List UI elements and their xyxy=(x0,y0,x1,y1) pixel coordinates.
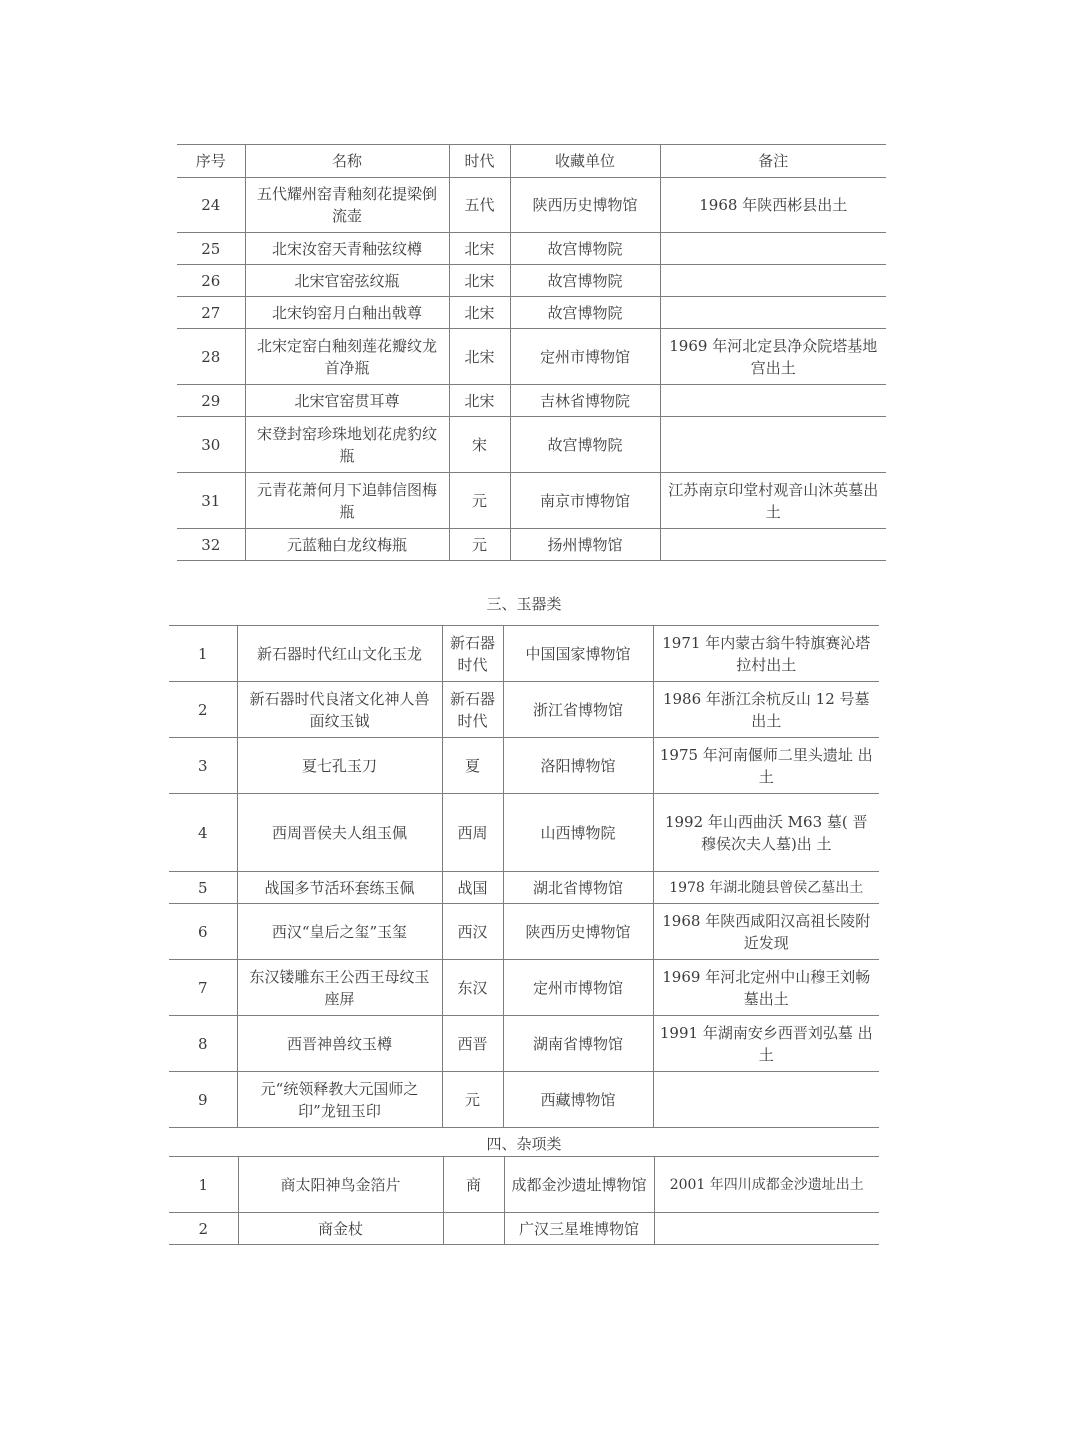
row-note xyxy=(660,297,886,329)
row-name: 东汉镂雕东王公西王母纹玉座屏 xyxy=(237,960,442,1016)
table-row xyxy=(177,178,886,233)
row-era: 北宋 xyxy=(449,385,510,417)
row-era: 新石器时代 xyxy=(442,682,503,738)
table-row xyxy=(177,385,886,417)
header-index: 序号 xyxy=(177,145,245,178)
row-index: 29 xyxy=(177,385,245,417)
table-row xyxy=(177,329,886,385)
row-era: 北宋 xyxy=(449,297,510,329)
row-era: 北宋 xyxy=(449,233,510,265)
row-name: 西汉“皇后之玺”玉玺 xyxy=(237,904,442,960)
section-title-jade: 三、玉器类 xyxy=(486,595,562,613)
row-note xyxy=(660,529,886,561)
row-era xyxy=(443,1213,504,1245)
row-note: 1978 年湖北随县曾侯乙墓出土 xyxy=(653,872,879,904)
row-index: 9 xyxy=(169,1072,237,1128)
row-note: 1986 年浙江余杭反山 12 号墓 出土 xyxy=(653,682,879,738)
row-note xyxy=(660,385,886,417)
row-museum: 山西博物院 xyxy=(503,794,653,872)
row-index: 5 xyxy=(169,872,237,904)
row-museum: 成都金沙遗址博物馆 xyxy=(504,1157,654,1213)
table-row xyxy=(169,794,879,872)
row-note: 1975 年河南偃师二里头遗址 出土 xyxy=(653,738,879,794)
row-era: 元 xyxy=(449,529,510,561)
row-museum: 广汉三星堆博物馆 xyxy=(504,1213,654,1245)
row-museum: 湖南省博物馆 xyxy=(503,1016,653,1072)
row-index: 27 xyxy=(177,297,245,329)
table-row xyxy=(169,682,879,738)
row-name: 夏七孔玉刀 xyxy=(237,738,442,794)
row-name: 西周晋侯夫人组玉佩 xyxy=(237,794,442,872)
row-era: 五代 xyxy=(449,178,510,233)
row-index: 4 xyxy=(169,794,237,872)
table-row xyxy=(169,1072,879,1128)
table-row xyxy=(169,1213,879,1245)
row-era: 西汉 xyxy=(442,904,503,960)
row-era: 西晋 xyxy=(442,1016,503,1072)
row-museum: 湖北省博物馆 xyxy=(503,872,653,904)
table-row xyxy=(169,872,879,904)
row-museum: 浙江省博物馆 xyxy=(503,682,653,738)
row-era: 北宋 xyxy=(449,329,510,385)
row-name: 新石器时代红山文化玉龙 xyxy=(237,626,442,682)
ceramics-table xyxy=(177,144,886,561)
row-name: 宋登封窑珍珠地划花虎豹纹瓶 xyxy=(245,417,449,473)
row-index: 31 xyxy=(177,473,245,529)
row-era: 北宋 xyxy=(449,265,510,297)
row-museum: 故宫博物院 xyxy=(510,297,660,329)
row-note: 1968 年陕西彬县出土 xyxy=(660,178,886,233)
row-museum: 陕西历史博物馆 xyxy=(503,904,653,960)
row-note xyxy=(654,1213,879,1245)
row-note xyxy=(653,1072,879,1128)
row-index: 32 xyxy=(177,529,245,561)
row-name: 北宋钧窑月白釉出戟尊 xyxy=(245,297,449,329)
row-name: 新石器时代良渚文化神人兽面纹玉钺 xyxy=(237,682,442,738)
row-index: 6 xyxy=(169,904,237,960)
row-note: 1969 年河北定县净众院塔基地 宫出土 xyxy=(660,329,886,385)
table-row xyxy=(177,473,886,529)
row-index: 26 xyxy=(177,265,245,297)
table-row xyxy=(177,265,886,297)
table-row xyxy=(169,960,879,1016)
row-era: 元 xyxy=(442,1072,503,1128)
header-era: 时代 xyxy=(449,145,510,178)
table-row xyxy=(177,529,886,561)
table-row xyxy=(177,417,886,473)
table-row xyxy=(177,297,886,329)
table-row xyxy=(169,1016,879,1072)
table-row xyxy=(169,1157,879,1213)
row-index: 8 xyxy=(169,1016,237,1072)
header-museum: 收藏单位 xyxy=(510,145,660,178)
row-era: 夏 xyxy=(442,738,503,794)
row-era: 商 xyxy=(443,1157,504,1213)
row-era: 宋 xyxy=(449,417,510,473)
jade-table xyxy=(169,625,879,1128)
row-index: 7 xyxy=(169,960,237,1016)
row-museum: 西藏博物馆 xyxy=(503,1072,653,1128)
row-note xyxy=(660,233,886,265)
row-museum: 陕西历史博物馆 xyxy=(510,178,660,233)
row-era: 东汉 xyxy=(442,960,503,1016)
row-note xyxy=(660,265,886,297)
row-note: 1969 年河北定州中山穆王刘畅 墓出土 xyxy=(653,960,879,1016)
row-museum: 定州市博物馆 xyxy=(503,960,653,1016)
row-name: 元“统领释教大元国师之印”龙钮玉印 xyxy=(237,1072,442,1128)
row-name: 西晋神兽纹玉樽 xyxy=(237,1016,442,1072)
row-index: 24 xyxy=(177,178,245,233)
row-name: 战国多节活环套练玉佩 xyxy=(237,872,442,904)
row-museum: 洛阳博物馆 xyxy=(503,738,653,794)
row-museum: 南京市博物馆 xyxy=(510,473,660,529)
row-index: 2 xyxy=(169,682,237,738)
row-museum: 故宫博物院 xyxy=(510,265,660,297)
row-era: 元 xyxy=(449,473,510,529)
row-name: 元青花萧何月下追韩信图梅瓶 xyxy=(245,473,449,529)
row-name: 北宋官窑贯耳尊 xyxy=(245,385,449,417)
row-name: 北宋汝窑天青釉弦纹樽 xyxy=(245,233,449,265)
row-name: 元蓝釉白龙纹梅瓶 xyxy=(245,529,449,561)
row-note: 1971 年内蒙古翁牛特旗赛沁塔 拉村出土 xyxy=(653,626,879,682)
row-index: 2 xyxy=(169,1213,238,1245)
row-name: 商太阳神鸟金箔片 xyxy=(238,1157,443,1213)
header-name: 名称 xyxy=(245,145,449,178)
row-note: 1991 年湖南安乡西晋刘弘墓 出土 xyxy=(653,1016,879,1072)
row-index: 1 xyxy=(169,626,237,682)
table-header-row xyxy=(177,145,886,178)
misc-table xyxy=(169,1156,879,1245)
row-note: 1992 年山西曲沃 M63 墓( 晋 穆侯次夫人墓)出 土 xyxy=(653,794,879,872)
row-museum: 扬州博物馆 xyxy=(510,529,660,561)
section-title-misc: 四、杂项类 xyxy=(486,1135,562,1153)
row-index: 28 xyxy=(177,329,245,385)
row-museum: 吉林省博物院 xyxy=(510,385,660,417)
row-index: 3 xyxy=(169,738,237,794)
row-note xyxy=(660,417,886,473)
row-museum: 故宫博物院 xyxy=(510,233,660,265)
header-note: 备注 xyxy=(660,145,886,178)
table-row xyxy=(169,738,879,794)
row-index: 30 xyxy=(177,417,245,473)
row-note: 江苏南京印堂村观音山沐英墓出土 xyxy=(660,473,886,529)
row-index: 25 xyxy=(177,233,245,265)
row-note: 2001 年四川成都金沙遗址出土 xyxy=(654,1157,879,1213)
row-museum: 定州市博物馆 xyxy=(510,329,660,385)
row-museum: 中国国家博物馆 xyxy=(503,626,653,682)
row-era: 新石器时代 xyxy=(442,626,503,682)
row-name: 五代耀州窑青釉刻花提梁倒流壶 xyxy=(245,178,449,233)
table-row xyxy=(169,904,879,960)
row-index: 1 xyxy=(169,1157,238,1213)
table-row xyxy=(169,626,879,682)
row-name: 北宋定窑白釉刻莲花瓣纹龙首净瓶 xyxy=(245,329,449,385)
table-row xyxy=(177,233,886,265)
row-name: 北宋官窑弦纹瓶 xyxy=(245,265,449,297)
row-era: 战国 xyxy=(442,872,503,904)
row-museum: 故宫博物院 xyxy=(510,417,660,473)
row-era: 西周 xyxy=(442,794,503,872)
row-note: 1968 年陕西咸阳汉高祖长陵附 近发现 xyxy=(653,904,879,960)
row-name: 商金杖 xyxy=(238,1213,443,1245)
